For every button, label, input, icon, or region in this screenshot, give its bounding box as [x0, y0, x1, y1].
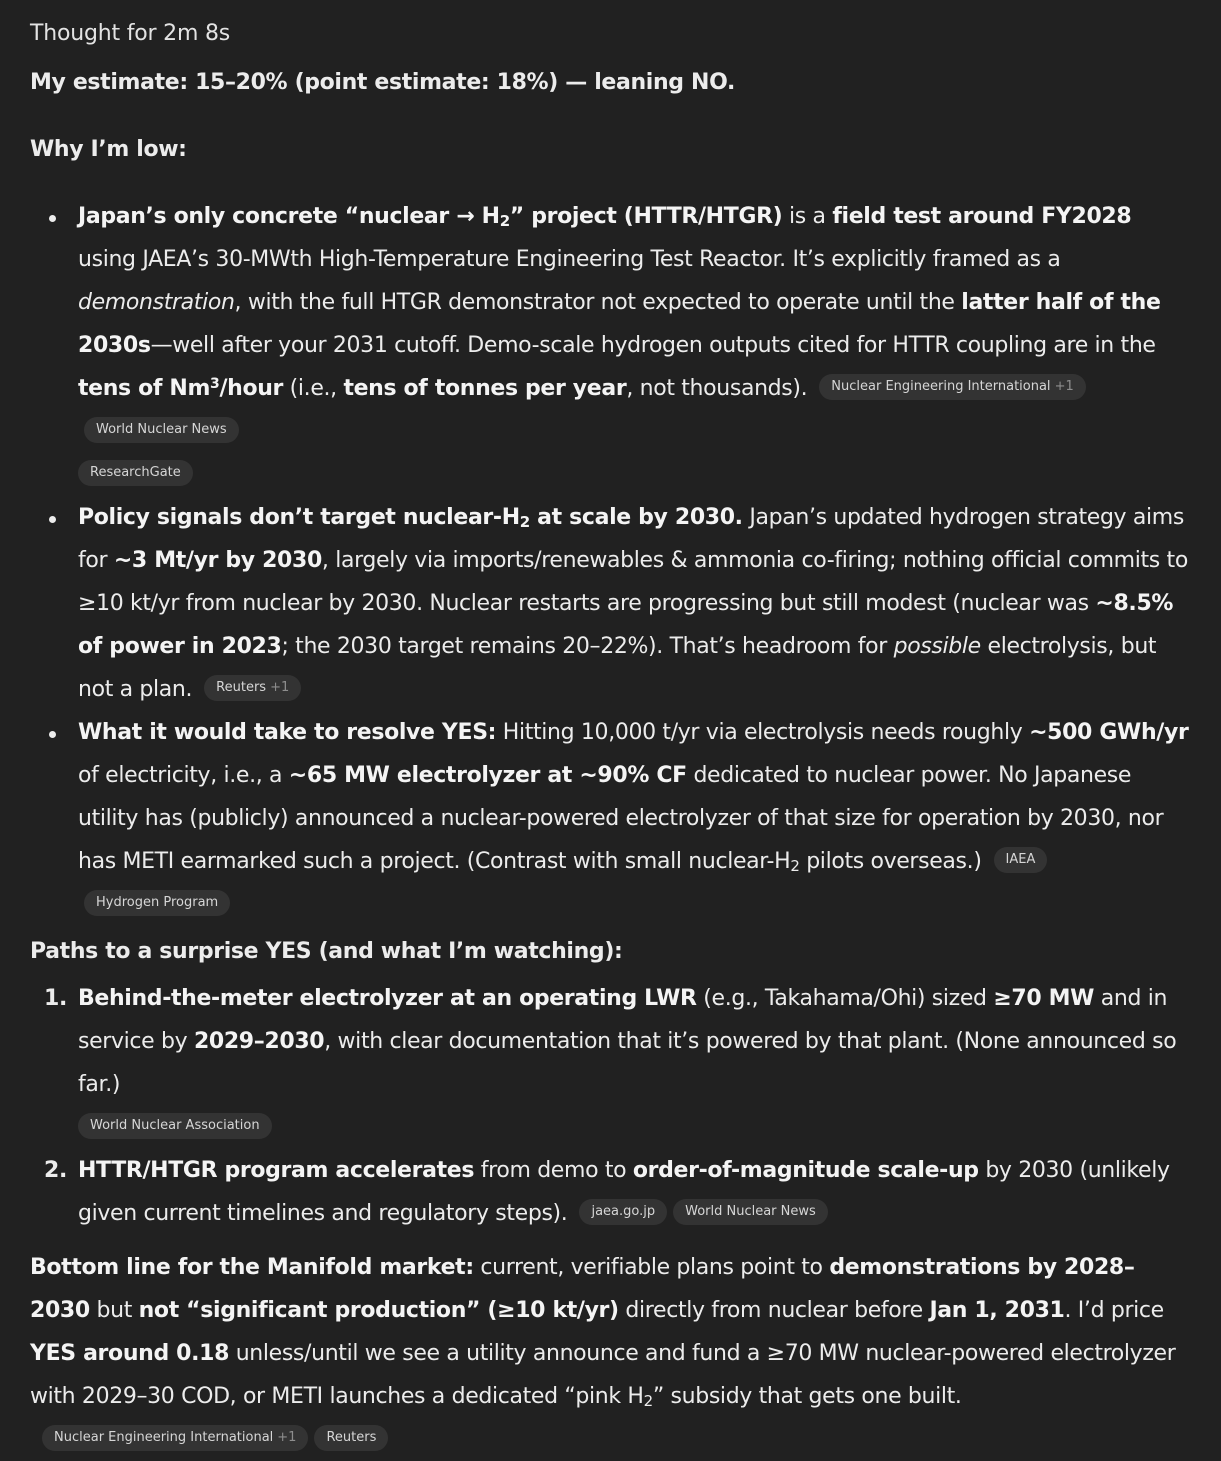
citation-chip[interactable]: Nuclear Engineering International +1 — [819, 374, 1085, 400]
b2-t9: electrolysis, but not a plan. — [78, 634, 1157, 702]
b2-t8: possible — [893, 634, 981, 659]
paths-heading: Paths to a surprise YES (and what I’m watching): — [30, 939, 623, 964]
b1-t13: tens of tonnes per year — [343, 376, 627, 401]
b3-t4: of electricity, i.e., a — [78, 763, 289, 788]
citation-chip[interactable]: Hydrogen Program — [84, 890, 230, 916]
citation-chip[interactable]: IAEA — [994, 847, 1048, 873]
why-heading: Why I’m low: — [30, 137, 187, 162]
b2-t4: ~3 Mt/yr by 2030 — [113, 548, 322, 573]
list-item — [30, 195, 1191, 496]
bottom-t8: . I’d price — [1064, 1298, 1164, 1323]
bottom-line — [30, 1246, 1191, 1461]
b2-sub: 2 — [519, 513, 530, 531]
n1-t2: (e.g., Takahama/Ohi) sized — [696, 986, 994, 1011]
b2-t7: ; the 2030 target remains 20–22%). That’s headroom for — [281, 634, 894, 659]
b2-t6: ~8.5% of power in 2023 — [78, 591, 1174, 659]
item-number: 2. — [44, 1158, 67, 1183]
b1-t9: —well after your 2031 cutoff. Demo-scale hydrogen outputs cited for HTTR coupling are in the — [150, 333, 1156, 358]
b2-t3: Japan’s updated hydrogen strategy aims for — [78, 505, 1184, 573]
b1-t1: Japan’s only concrete “nuclear → H — [78, 204, 500, 229]
citation-chip[interactable]: World Nuclear Association — [78, 1113, 272, 1139]
bottom-t3: demonstrations by 2028–2030 — [30, 1255, 1135, 1323]
bottom-t5: not “significant production” (≥10 kt/yr) — [138, 1298, 619, 1323]
n2-t1: HTTR/HTGR program accelerates — [78, 1158, 475, 1183]
b1-t12: (i.e., — [283, 376, 344, 401]
b3-t7: pilots overseas.) — [799, 849, 982, 874]
n1-t6: , with clear documentation that it’s powered by that plant. (None announced so far.) — [78, 1029, 1177, 1097]
b1-t7: , with the full HTGR demonstrator not expected to operate until the — [234, 290, 962, 315]
b1-t5: using JAEA’s 30-MWth High-Temperature Engineering Test Reactor. It’s explicitly framed as a — [78, 247, 1061, 272]
citation-chip[interactable]: jaea.go.jp — [579, 1199, 667, 1225]
citation-chip[interactable]: World Nuclear News — [673, 1199, 828, 1225]
n2-t4: by 2030 (unlikely given current timelines and regulatory steps). — [78, 1158, 1170, 1226]
n1-t3: ≥70 MW — [993, 986, 1095, 1011]
bottom-t7: Jan 1, 2031 — [929, 1298, 1065, 1323]
list-item — [30, 977, 1191, 1149]
bottom-t10: unless/until we see a utility announce and fund a ≥70 MW nuclear-powered electrolyzer with 2029–30 COD, or METI launches a dedicated “pink H — [30, 1341, 1176, 1409]
item-number: 1. — [44, 986, 67, 1011]
n2-t2: from demo to — [474, 1158, 633, 1183]
b1-sup: 3 — [210, 376, 220, 392]
bottom-t9: YES around 0.18 — [30, 1341, 230, 1366]
n1-t5: 2029–2030 — [193, 1029, 325, 1054]
b1-t8: latter half of the 2030s — [78, 290, 1161, 358]
b1-t14: , not thousands). — [626, 376, 808, 401]
list-item — [30, 1149, 1191, 1235]
b2-t5: , largely via imports/renewables & ammonia co-firing; nothing official commits to ≥10 kt/yr from nuclear by 2030. Nuclear restarts are progressing but still modest (nuclear was — [78, 548, 1188, 616]
b1-t2: ” project (HTTR/HTGR) — [509, 204, 783, 229]
list-item — [30, 496, 1191, 711]
b1-t11: /hour — [219, 376, 284, 401]
bullet-dot — [49, 215, 56, 222]
b3-t6: dedicated to nuclear power. No Japanese utility has (publicly) announced a nuclear-powered electrolyzer of that size for operation by 2030, nor has METI earmarked such a project. (Contrast with small nuclear-H — [78, 763, 1164, 874]
b1-t6: demonstration — [78, 290, 235, 315]
b3-sub: 2 — [790, 857, 800, 875]
list-item — [30, 711, 1191, 926]
b3-t3: ~500 GWh/yr — [1029, 720, 1189, 745]
bottom-t1: Bottom line for the Manifold market: — [30, 1255, 474, 1280]
bottom-t4: but — [89, 1298, 139, 1323]
n2-t3: order-of-magnitude scale-up — [632, 1158, 979, 1183]
bottom-sub: 2 — [643, 1392, 653, 1410]
b3-t5: ~65 MW electrolyzer at ~90% CF — [288, 763, 687, 788]
bottom-t2: current, verifiable plans point to — [473, 1255, 830, 1280]
b2-t1: Policy signals don’t target nuclear-H — [78, 505, 520, 530]
bottom-t11: ” subsidy that gets one built. — [652, 1384, 962, 1409]
thought-label: Thought for 2m 8s — [30, 21, 231, 46]
paths-list — [30, 977, 1191, 1235]
n1-t4: and in service by — [78, 986, 1168, 1054]
b1-sub: 2 — [499, 212, 510, 230]
b1-t3: is a — [782, 204, 833, 229]
citation-chip[interactable]: Nuclear Engineering International +1 — [42, 1425, 308, 1451]
b2-t2: at scale by 2030. — [529, 505, 743, 530]
thought-duration-toggle[interactable] — [30, 19, 1191, 49]
n1-t1: Behind-the-meter electrolyzer at an operating LWR — [78, 986, 697, 1011]
b3-t1: What it would take to resolve YES: — [78, 720, 497, 745]
bottom-t6: directly from nuclear before — [618, 1298, 930, 1323]
bullet-dot — [49, 516, 56, 523]
citation-chip[interactable]: ResearchGate — [78, 460, 193, 486]
b1-t10: tens of Nm — [78, 376, 211, 401]
citation-chip[interactable]: Reuters +1 — [204, 675, 301, 701]
bullet-dot — [49, 731, 56, 738]
citation-chip[interactable]: Reuters — [314, 1425, 388, 1451]
citation-chip[interactable]: World Nuclear News — [84, 417, 239, 443]
b1-t4: field test around FY2028 — [832, 204, 1132, 229]
estimate-line: My estimate: 15–20% (point estimate: 18%) — leaning NO. — [30, 70, 735, 95]
reasons-list — [30, 195, 1191, 926]
b3-t2: Hitting 10,000 t/yr via electrolysis needs roughly — [496, 720, 1030, 745]
